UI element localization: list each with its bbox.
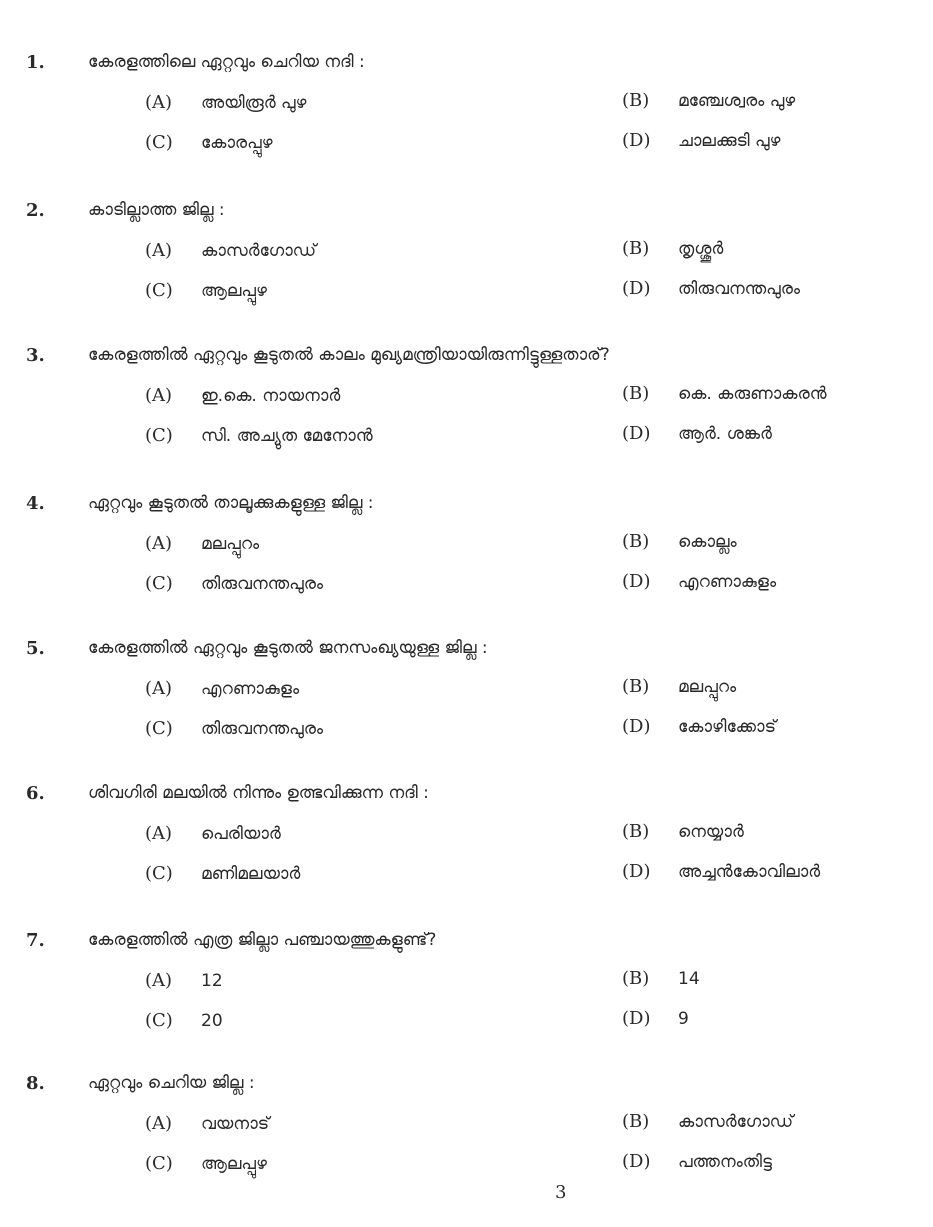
option-a [145, 385, 340, 406]
option-label: (A) [145, 240, 173, 261]
option-label: (B) [622, 676, 650, 697]
option-text: ആലപ്പുഴ [201, 281, 267, 301]
option-text: കോഴിക്കോട് [678, 717, 777, 737]
option-text: പെരിയാർ [201, 824, 281, 844]
option-text: ആർ. ശങ്കർ [678, 424, 772, 444]
option-label: (B) [622, 821, 650, 842]
option-text: എറണാകുളം [201, 679, 300, 699]
question-number: 6. [26, 783, 45, 804]
option-label: (C) [145, 718, 173, 739]
option-c [145, 573, 323, 594]
option-a [145, 970, 223, 991]
option-label: (D) [622, 716, 651, 737]
question-text: കാടില്ലാത്ത ജില്ല : [88, 200, 225, 220]
question-text: ഏറ്റവും ചെറിയ ജില്ല : [88, 1073, 255, 1093]
option-label: (D) [622, 1151, 651, 1172]
option-text: എറണാകുളം [678, 572, 777, 592]
option-text: 9 [678, 1009, 689, 1029]
option-label: (A) [145, 970, 173, 991]
question-4 [0, 493, 933, 623]
option-d [622, 130, 780, 151]
option-text: നെയ്യാർ [678, 822, 744, 842]
option-label: (B) [622, 968, 650, 989]
question-1 [0, 52, 933, 182]
option-d [622, 716, 776, 737]
option-d [622, 278, 800, 299]
option-text: മഞ്ചേശ്വരം പുഴ [678, 91, 796, 111]
option-d [622, 571, 776, 592]
question-number: 7. [26, 930, 45, 951]
option-label: (B) [622, 238, 650, 259]
option-a [145, 92, 306, 113]
option-b [622, 90, 795, 111]
option-c [145, 1153, 267, 1174]
option-c [145, 425, 373, 446]
option-text: കോരപ്പുഴ [201, 133, 273, 153]
question-7 [0, 930, 933, 1060]
option-label: (B) [622, 90, 650, 111]
option-text: തൃശ്ശൂർ [678, 239, 724, 259]
option-text: 12 [201, 971, 223, 991]
option-text: അയിരൂർ പുഴ [201, 93, 307, 113]
option-b [622, 1111, 793, 1132]
option-label: (D) [622, 423, 651, 444]
option-d [622, 423, 772, 444]
option-text: മണിമലയാർ [201, 864, 301, 884]
option-label: (A) [145, 823, 173, 844]
option-label: (C) [145, 280, 173, 301]
option-c [145, 863, 300, 884]
question-number: 2. [26, 200, 45, 221]
question-text: കേരളത്തിൽ ഏറ്റവും കൂടുതൽ കാലം മുഖ്യമന്ത്രിയായിരുന്നിട്ടുള്ളതാര്? [88, 345, 610, 365]
question-text: കേരളത്തിലെ ഏറ്റവും ചെറിയ നദി : [88, 52, 365, 72]
question-text: കേരളത്തിൽ എത്ര ജില്ലാ പഞ്ചായത്തുകളുണ്ട്? [88, 930, 437, 950]
option-text: മലപ്പുറം [678, 677, 737, 697]
option-text: കെ. കരുണാകരൻ [678, 384, 827, 404]
option-label: (D) [622, 571, 651, 592]
question-2 [0, 200, 933, 330]
option-text: 20 [201, 1011, 223, 1031]
option-text: ചാലക്കുടി പുഴ [678, 131, 781, 151]
option-label: (B) [622, 1111, 650, 1132]
question-number: 4. [26, 493, 45, 514]
option-text: പത്തനംതിട്ട [678, 1152, 772, 1172]
option-a [145, 1113, 269, 1134]
option-c [145, 280, 267, 301]
option-label: (C) [145, 132, 173, 153]
option-label: (C) [145, 863, 173, 884]
option-label: (A) [145, 533, 173, 554]
option-d [622, 1008, 689, 1029]
option-label: (D) [622, 861, 651, 882]
option-a [145, 823, 281, 844]
option-a [145, 678, 299, 699]
option-text: തിരുവനന്തപുരം [201, 574, 323, 594]
option-text: 14 [678, 969, 700, 989]
question-3 [0, 345, 933, 475]
option-b [622, 821, 744, 842]
option-label: (D) [622, 278, 651, 299]
option-c [145, 132, 273, 153]
option-label: (A) [145, 92, 173, 113]
option-label: (A) [145, 1113, 173, 1134]
question-text: ശിവഗിരി മലയിൽ നിന്നും ഉത്ഭവിക്കുന്ന നദി : [88, 783, 429, 803]
option-c [145, 718, 323, 739]
option-text: കൊല്ലം [678, 532, 737, 552]
option-label: (D) [622, 130, 651, 151]
question-number: 5. [26, 638, 45, 659]
option-d [622, 1151, 772, 1172]
option-c [145, 1010, 223, 1031]
option-text: ആലപ്പുഴ [201, 1154, 267, 1174]
option-label: (D) [622, 1008, 651, 1029]
option-b [622, 238, 723, 259]
page-number: 3 [555, 1182, 567, 1203]
question-text: ഏറ്റവും കൂടുതൽ താലൂക്കുകളുള്ള ജില്ല : [88, 493, 374, 513]
option-a [145, 240, 316, 261]
option-text: വയനാട് [201, 1114, 270, 1134]
option-label: (C) [145, 1153, 173, 1174]
option-label: (A) [145, 678, 173, 699]
option-text: തിരുവനന്തപുരം [678, 279, 800, 299]
option-b [622, 531, 737, 552]
option-text: ഇ.കെ. നായനാർ [201, 386, 341, 406]
option-label: (B) [622, 383, 650, 404]
option-text: മലപ്പുറം [201, 534, 260, 554]
option-label: (B) [622, 531, 650, 552]
option-a [145, 533, 259, 554]
option-text: തിരുവനന്തപുരം [201, 719, 323, 739]
question-6 [0, 783, 933, 913]
option-text: കാസർഗോഡ് [678, 1112, 794, 1132]
option-label: (C) [145, 1010, 173, 1031]
question-number: 3. [26, 345, 45, 366]
option-label: (C) [145, 573, 173, 594]
option-b [622, 383, 827, 404]
question-number: 1. [26, 52, 45, 73]
option-b [622, 676, 736, 697]
option-d [622, 861, 820, 882]
question-8 [0, 1073, 933, 1203]
option-label: (A) [145, 385, 173, 406]
question-number: 8. [26, 1073, 45, 1094]
question-text: കേരളത്തിൽ ഏറ്റവും കൂടുതൽ ജനസംഖ്യയുള്ള ജില്ല : [88, 638, 488, 658]
option-label: (C) [145, 425, 173, 446]
option-b [622, 968, 700, 989]
question-5 [0, 638, 933, 768]
option-text: അച്ചൻകോവിലാർ [678, 862, 821, 882]
option-text: സി. അച്യുത മേനോൻ [201, 426, 373, 446]
option-text: കാസർഗോഡ് [201, 241, 317, 261]
